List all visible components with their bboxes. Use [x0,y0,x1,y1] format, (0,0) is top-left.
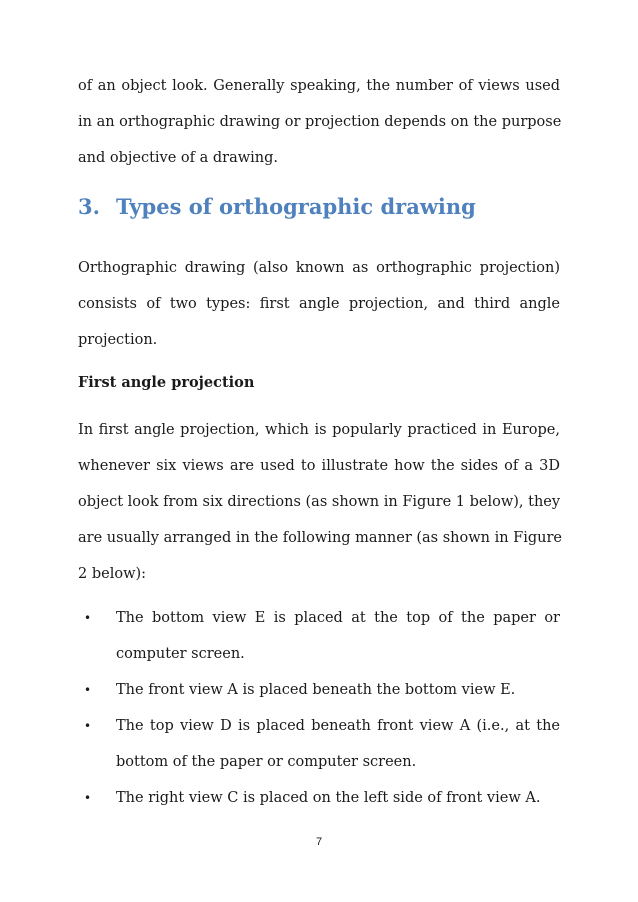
subheading-first-angle: First angle projection [78,374,255,391]
list-item [78,600,560,672]
first-angle-line-3: object look from six directions (as shown in Figure 1 below), they [78,494,561,510]
list-item [78,708,560,780]
bullet-icon: • [84,611,92,625]
intro-line-3: and objective of a drawing. [78,150,279,166]
intro-paragraph [78,68,560,176]
bullet-2-line-1: The front view A is placed beneath the bottom view E. [116,682,516,698]
list-item [78,672,560,708]
first-angle-paragraph [78,412,563,592]
first-angle-line-1: In first angle projection, which is popularly practiced in Europe, [78,422,560,438]
bullet-icon: • [84,791,92,805]
bullet-4-line-1: The right view C is placed on the left side of front view A. [116,790,541,806]
views-bullet-list [78,600,560,816]
section-number: 3. [78,194,100,219]
section-title: Types of orthographic drawing [116,194,476,219]
page-number: 7 [315,836,323,848]
types-paragraph [78,250,560,358]
first-angle-line-5: 2 below): [78,566,147,582]
intro-line-1: of an object look. Generally speaking, the number of views used [78,78,560,94]
bullet-1-line-1: The bottom view E is placed at the top of the paper or [116,610,560,626]
types-line-3: projection. [78,332,158,348]
first-angle-line-2: whenever six views are used to illustrate how the sides of a 3D [78,458,560,474]
bullet-icon: • [84,683,92,697]
bullet-1-line-2: computer screen. [116,646,245,662]
types-line-1: Orthographic drawing (also known as orthographic projection) [78,260,560,276]
types-line-2: consists of two types: first angle projection, and third angle [78,296,560,312]
intro-line-2: in an orthographic drawing or projection depends on the purpose [78,114,562,130]
list-item [78,780,560,816]
first-angle-line-4: are usually arranged in the following manner (as shown in Figure [78,530,563,546]
bullet-3-line-1: The top view D is placed beneath front view A (i.e., at the [116,718,560,734]
bullet-icon: • [84,719,92,733]
bullet-3-line-2: bottom of the paper or computer screen. [116,754,417,770]
section-heading [78,194,476,219]
